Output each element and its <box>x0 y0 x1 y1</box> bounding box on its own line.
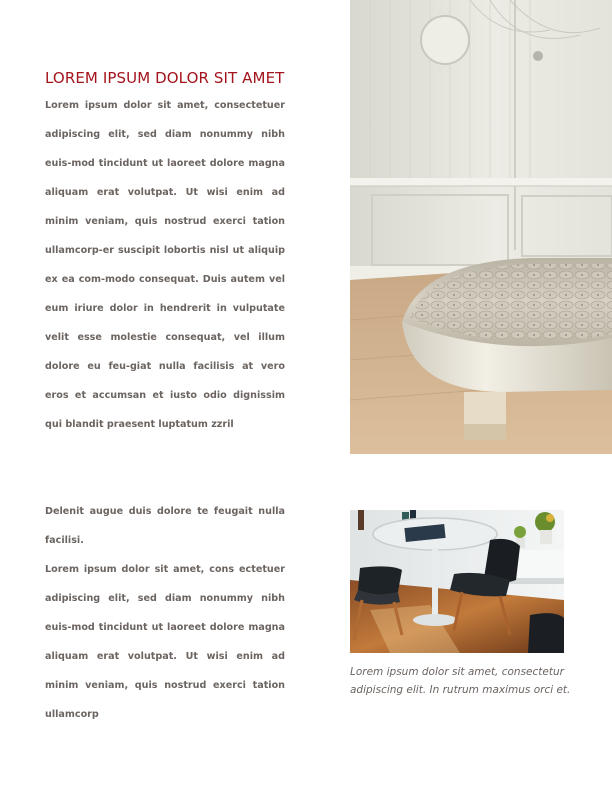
caption-line-2: adipiscing elit. In rutrum maximus orci et. <box>350 684 571 696</box>
caption-line-1: Lorem ipsum dolor sit amet, consectetur <box>350 666 564 678</box>
table-chairs-photo <box>350 510 564 653</box>
body-paragraph-2: Delenit augue duis dolore te feugait nulla facilisi. <box>45 506 285 546</box>
article-title: LOREM IPSUM DOLOR SIT AMET <box>45 69 285 88</box>
body-paragraph-3: Lorem ipsum dolor sit amet, cons ectetuer adipiscing elit, sed diam nonummy nibh euis-mod tincidunt ut laoreet dolore magna aliquam erat volutpat. Ut wisi enim ad minim veniam, quis nostrud exerci tation ullamcorp <box>45 564 285 720</box>
room-ottoman-photo <box>350 0 612 454</box>
body-text-block-2 <box>45 497 285 729</box>
photo-caption <box>350 663 571 699</box>
body-paragraph-1: Lorem ipsum dolor sit amet, consectetuer adipiscing elit, sed diam nonummy nibh euis-mod tincidunt ut laoreet dolore magna aliquam erat volutpat. Ut wisi enim ad minim veniam, quis nostrud exerci tation ullamcorp-er suscipit lobortis nisl ut aliquip ex ea com-modo consequat. Duis autem vel eum iriure dolor in hendrerit in vulputate velit esse molestie consequat, vel illum dolore eu feu-giat nulla facilisis at vero eros et accumsan et iusto odio dignissim qui blandit praesent luptatum zzril <box>45 100 285 430</box>
